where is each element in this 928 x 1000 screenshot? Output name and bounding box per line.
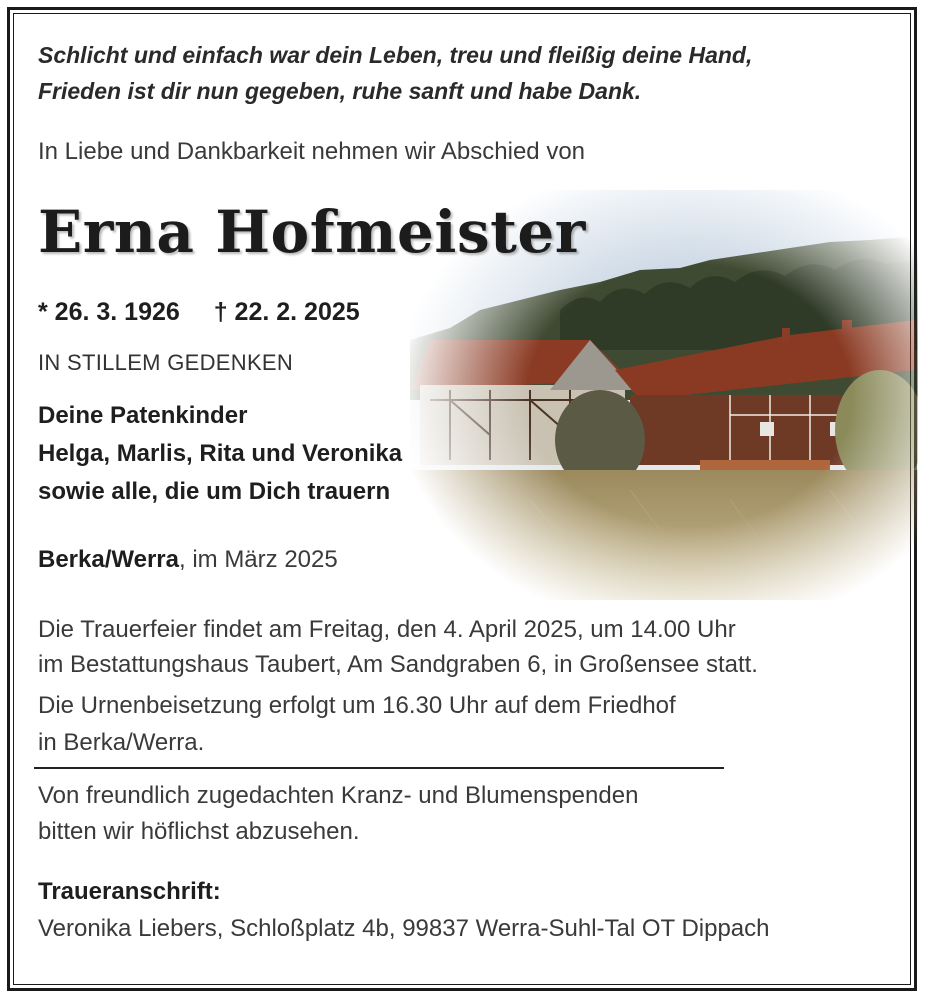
flowers-line-1: Von freundlich zugedachten Kranz- und Blumenspenden (38, 782, 639, 809)
address-label: Traueranschrift: (38, 878, 221, 905)
death-date: † 22. 2. 2025 (213, 298, 360, 326)
mourner-line-3: sowie alle, die um Dich trauern (38, 478, 391, 505)
birth-date: * 26. 3. 1926 (38, 298, 180, 326)
verse-line-1: Schlicht und einfach war dein Leben, treu und fleißig deine Hand, (38, 42, 753, 68)
life-dates (38, 298, 360, 327)
mourner-line-1: Deine Patenkinder (38, 402, 248, 429)
mourner-line-2: Helga, Marlis, Rita und Veronika (38, 440, 403, 467)
place-date-text: , im März 2025 (178, 546, 338, 573)
flowers-line-2: bitten wir höflichst abzusehen. (38, 818, 360, 845)
ceremony-line-4: in Berka/Werra. (38, 729, 205, 756)
intro-text: In Liebe und Dankbarkeit nehmen wir Abschied von (38, 138, 586, 165)
address-text: Veronika Liebers, Schloßplatz 4b, 99837 Werra-Suhl-Tal OT Dippach (38, 915, 770, 942)
divider-line (34, 767, 724, 769)
memorial-heading: IN STILLEM GEDENKEN (38, 350, 294, 375)
deceased-name: Erna Hofmeister (38, 198, 586, 266)
ceremony-line-3: Die Urnenbeisetzung erfolgt um 16.30 Uhr auf dem Friedhof (38, 692, 676, 719)
place-date (38, 546, 338, 574)
ceremony-line-2: im Bestattungshaus Taubert, Am Sandgraben 6, in Großensee statt. (38, 651, 758, 678)
verse-line-2: Frieden ist dir nun gegeben, ruhe sanft und habe Dank. (38, 78, 642, 104)
ceremony-line-1: Die Trauerfeier findet am Freitag, den 4. April 2025, um 14.00 Uhr (38, 616, 736, 643)
place-name: Berka/Werra (38, 546, 179, 573)
